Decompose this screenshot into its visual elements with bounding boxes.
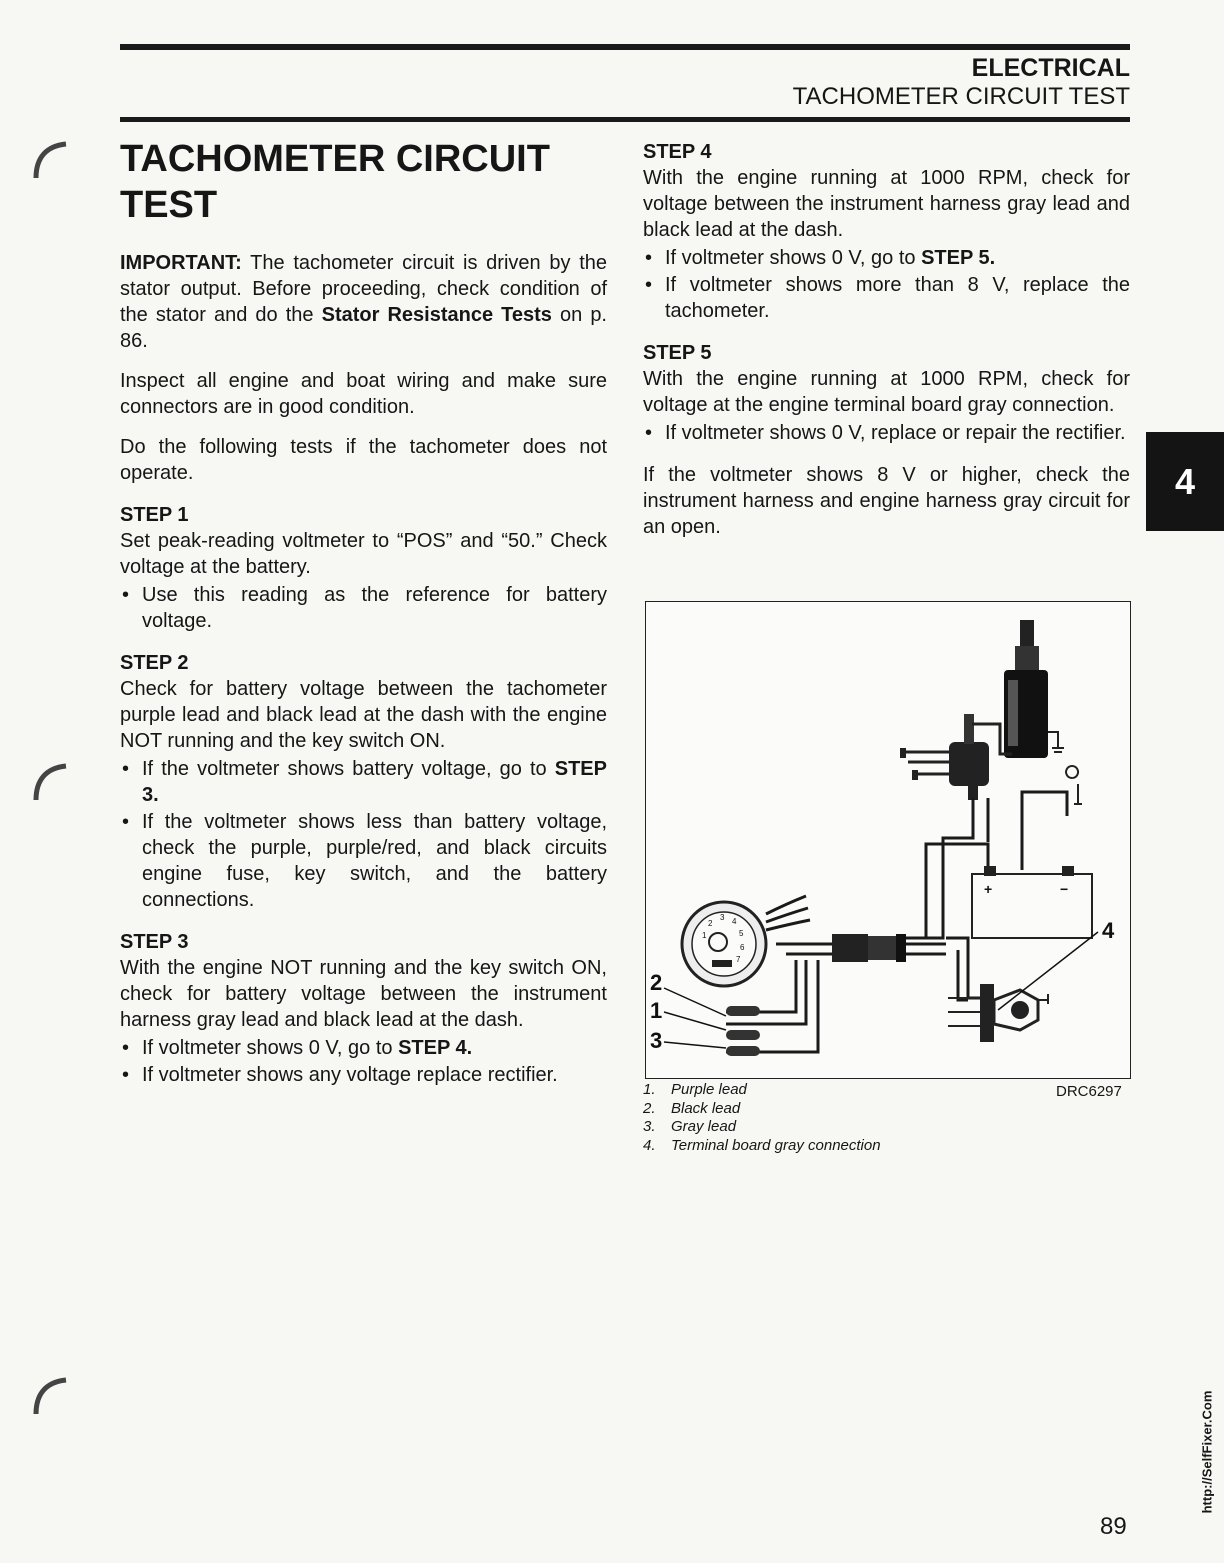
binder-mark-middle [28, 762, 78, 812]
step1-body: Set peak-reading voltmeter to “POS” and “50.” Check voltage at the battery. [120, 530, 607, 578]
step3-body: With the engine NOT running and the key switch ON, check for battery voltage between the instrument harness gray lead and black lead at the dash. [120, 957, 607, 1031]
step4-bullet-2: • If voltmeter shows more than 8 V, replace the tachometer. [643, 272, 1130, 324]
caption-3: 3. Gray lead [643, 1118, 737, 1135]
gauge-tick-7: 7 [736, 955, 741, 964]
callout-3: 3 [650, 1028, 663, 1053]
inspect-paragraph: Inspect all engine and boat wiring and make sure connectors are in good condition. [120, 370, 607, 418]
step3-list [120, 1035, 607, 1088]
step2-heading: STEP 2 [120, 652, 189, 674]
step4-list [643, 245, 1130, 324]
header-rule-top [120, 44, 1130, 50]
intro-paragraph: Do the following tests if the tachometer does not operate. [120, 436, 607, 484]
gauge-tick-6: 6 [740, 943, 745, 952]
gauge-tick-5: 5 [739, 929, 744, 938]
terminal-board [948, 984, 1048, 1042]
important-note: IMPORTANT: The tachometer circuit is driven by the stator output. Before proceeding, check condition of the stator and do the Stator Resistance Tests on p. 86. [120, 252, 607, 352]
left-column [120, 136, 607, 1104]
caption-1: 1. Purple lead [643, 1081, 747, 1098]
step2-body: Check for battery voltage between the tachometer purple lead and black lead at the dash with the engine NOT running and the key switch ON. [120, 678, 607, 752]
step1-heading: STEP 1 [120, 504, 189, 526]
wiring-diagram-svg [646, 602, 1130, 1078]
closing-paragraph: If the voltmeter shows 8 V or higher, check the instrument harness and engine harness gray circuit for an open. [643, 464, 1130, 538]
page-title: TACHOMETER CIRCUIT TEST [120, 138, 550, 226]
figure-captions [643, 1081, 881, 1155]
figure-code: DRC6297 [1056, 1083, 1122, 1100]
battery-plus-label: + [984, 881, 993, 897]
callout-2: 2 [650, 970, 663, 995]
binder-mark-bottom [28, 1376, 78, 1426]
step1-bullet-1: • Use this reading as the reference for battery voltage. [120, 582, 607, 634]
lead-terminals [726, 1006, 760, 1056]
step2-bullet-1: • If the voltmeter shows battery voltage, go to STEP 3. [120, 756, 607, 808]
step5-bullet-1: • If voltmeter shows 0 V, replace or repair the rectifier. [643, 420, 1130, 446]
callout-1: 1 [650, 998, 663, 1023]
gauge-tick-4: 4 [732, 917, 737, 926]
harness-connector [832, 934, 906, 962]
step2-bullet-2: • If the voltmeter shows less than battery voltage, check the purple, purple/red, and black circuits engine fuse, key switch, and the battery connections. [120, 809, 607, 913]
tachometer-gauge [682, 902, 766, 986]
step5-heading: STEP 5 [643, 342, 712, 364]
stator-ref: Stator Resistance Tests [321, 304, 552, 326]
gauge-tick-2: 2 [708, 919, 713, 928]
rectifier-component [900, 714, 1012, 800]
header-subsection: TACHOMETER CIRCUIT TEST [792, 83, 1130, 110]
wiring-diagram [645, 601, 1131, 1079]
right-column [643, 139, 1130, 554]
battery-minus-label: − [1060, 881, 1069, 897]
coil-component [1004, 620, 1064, 758]
page-number: 89 [1100, 1513, 1127, 1540]
step4-heading: STEP 4 [643, 141, 712, 163]
step2-list [120, 756, 607, 913]
caption-4: 4. Terminal board gray connection [643, 1136, 881, 1154]
step4-body: With the engine running at 1000 RPM, check for voltage between the instrument harness gray lead and black lead at the dash. [643, 167, 1130, 241]
step5-list [643, 420, 1130, 446]
caption-2: 2. Black lead [643, 1099, 741, 1117]
step1-list [120, 582, 607, 634]
gauge-tick-1: 1 [702, 931, 707, 940]
important-label: IMPORTANT: [120, 252, 242, 274]
step5-body: With the engine running at 1000 RPM, check for voltage at the engine terminal board gray connection. [643, 368, 1130, 416]
header-section: ELECTRICAL [971, 54, 1130, 82]
step3-heading: STEP 3 [120, 931, 189, 953]
gauge-tick-3: 3 [720, 913, 725, 922]
callout-4: 4 [1102, 918, 1115, 943]
step3-bullet-1: • If voltmeter shows 0 V, go to STEP 4. [120, 1035, 607, 1061]
chapter-tab: 4 [1146, 432, 1224, 531]
binder-mark-top [28, 140, 78, 190]
step4-bullet-1: • If voltmeter shows 0 V, go to STEP 5. [643, 245, 1130, 271]
step3-bullet-2: • If voltmeter shows any voltage replace rectifier. [120, 1062, 607, 1088]
side-watermark: http://SelfFixer.Com [1199, 1390, 1215, 1513]
header-rule-bottom [120, 117, 1130, 122]
